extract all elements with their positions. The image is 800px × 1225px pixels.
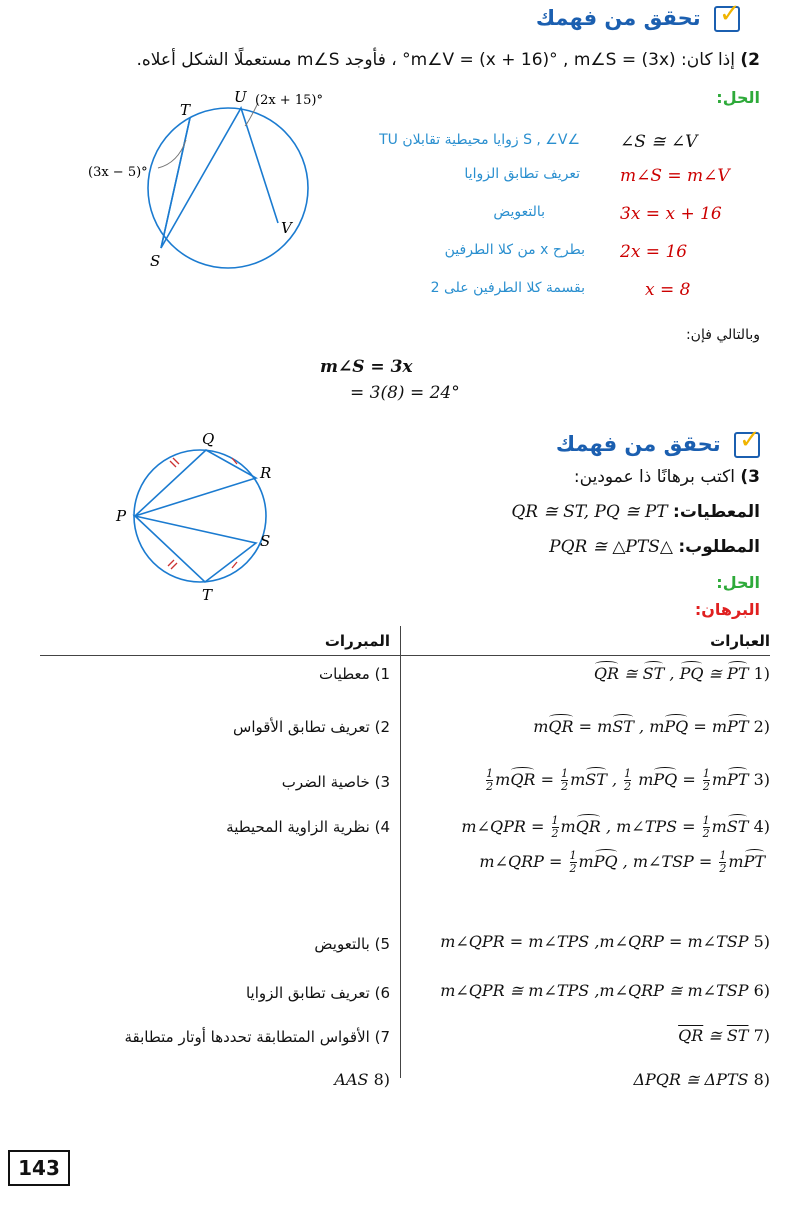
page-number: 143: [8, 1150, 70, 1186]
solution-steps: [360, 132, 760, 318]
label-q: Q: [202, 430, 215, 448]
result-line-1: m∠S = 3x: [320, 357, 413, 377]
label-r: R: [260, 464, 272, 482]
table-row-7-statement: $\overline{QR}$ ≅ $\overline{ST}$ 7): [678, 1026, 770, 1045]
col-statements-header: العبارات: [710, 632, 770, 650]
angle-t-label: (3x − 5)°: [88, 165, 148, 180]
checkmark-icon: [734, 432, 760, 458]
table-row-6-reason: 6) تعريف تطابق الزوايا: [245, 984, 390, 1002]
label-s2: S: [260, 532, 271, 550]
table-row-8-reason: AAS 8): [334, 1070, 390, 1089]
label-t: T: [180, 101, 191, 119]
table-row-7-reason: 7) الأقواس المتطابقة تحددها أوتار متطابقة: [124, 1028, 390, 1046]
table-divider: [400, 626, 401, 1078]
label-v: V: [281, 219, 292, 237]
label-t2: T: [202, 586, 213, 603]
step-5: x = 8 بقسمة كلا الطرفين على 2: [430, 280, 691, 300]
circle-diagram-2: [110, 428, 280, 603]
question-2: 2) إذا كان: m∠V = (x + 16)° , m∠S = (3x)° ، فأوجد m∠S مستعملًا الشكل أعلاه.: [136, 50, 760, 70]
label-s: S: [150, 252, 161, 270]
table-row-3-reason: 3) خاصية الضرب: [281, 773, 390, 791]
step-1: ∠S ≅ ∠V ∠S , ∠V زوايا محيطية تقابلان TU: [379, 132, 698, 152]
table-row-1-reason: 1) معطيات: [319, 665, 390, 683]
table-row-4-reason: 4) نظرية الزاوية المحيطية: [226, 818, 390, 836]
check-understanding-title-2: ✓ تحقق من فهمك: [556, 432, 760, 458]
label-u: U: [234, 88, 247, 106]
result-line-2: = 3(8) = 24°: [350, 383, 460, 403]
table-row-5-reason: 5) بالتعويض: [314, 935, 390, 953]
solution-label-2: الحل:: [716, 573, 760, 592]
step-2: m∠S = m∠V تعريف تطابق الزوايا: [464, 166, 730, 186]
table-row-6-statement: m∠QPR ≅ m∠TPS ,m∠QRP ≅ m∠TSP 6): [440, 981, 770, 1000]
label-p: P: [116, 507, 127, 525]
question-3: 3) اكتب برهانًا ذا عمودين:: [573, 467, 760, 487]
step-4: 2x = 16 بطرح x من كلا الطرفين: [444, 242, 688, 262]
table-row-2-statement: mQR = mST , mPQ = mPT 2): [533, 717, 770, 736]
checkmark-icon: [714, 6, 740, 32]
table-row-2-reason: 2) تعريف تطابق الأقواس: [233, 718, 390, 736]
given-line: المعطيات: QR ≅ ST, PQ ≅ PT: [511, 502, 760, 522]
table-row-5-statement: m∠QPR = m∠TPS ,m∠QRP = m∠TSP 5): [440, 932, 770, 951]
angle-u-label: (2x + 15)°: [255, 93, 323, 108]
table-row-4-statement-a: m∠QPR = $\frac{1}{2}$ mQR , m∠TPS = $\frac{1}{2}$ mST 4): [461, 814, 770, 840]
solution-label-1: الحل:: [716, 88, 760, 107]
table-row-1-statement: QR ≅ ST , PQ ≅ PT 1): [593, 664, 770, 683]
therefore-text: وبالتالي فإن:: [685, 327, 760, 343]
prove-line: المطلوب: △PQR ≅ △PTS: [549, 537, 760, 557]
table-row-4-statement-b: m∠QRP = $\frac{1}{2}$ mPQ , m∠TSP = $\frac{1}{2}$ mPT: [479, 849, 765, 875]
step-3: 3x = x + 16 بالتعويض: [493, 204, 722, 224]
circle-diagram-1: [88, 88, 348, 273]
col-reasons-header: المبررات: [324, 632, 390, 650]
table-row-3-statement: $\frac{1}{2}$ mQR = $\frac{1}{2}$ mST , $\frac{1}{2}$ mPQ = $\frac{1}{2}$ mPT 3): [486, 767, 770, 793]
table-row-8-statement: ΔPQR ≅ ΔPTS 8): [633, 1070, 770, 1089]
check-understanding-title-1: ✓ تحقق من فهمك: [536, 6, 740, 32]
table-header-rule: [40, 655, 770, 656]
proof-label: البرهان:: [694, 600, 760, 619]
